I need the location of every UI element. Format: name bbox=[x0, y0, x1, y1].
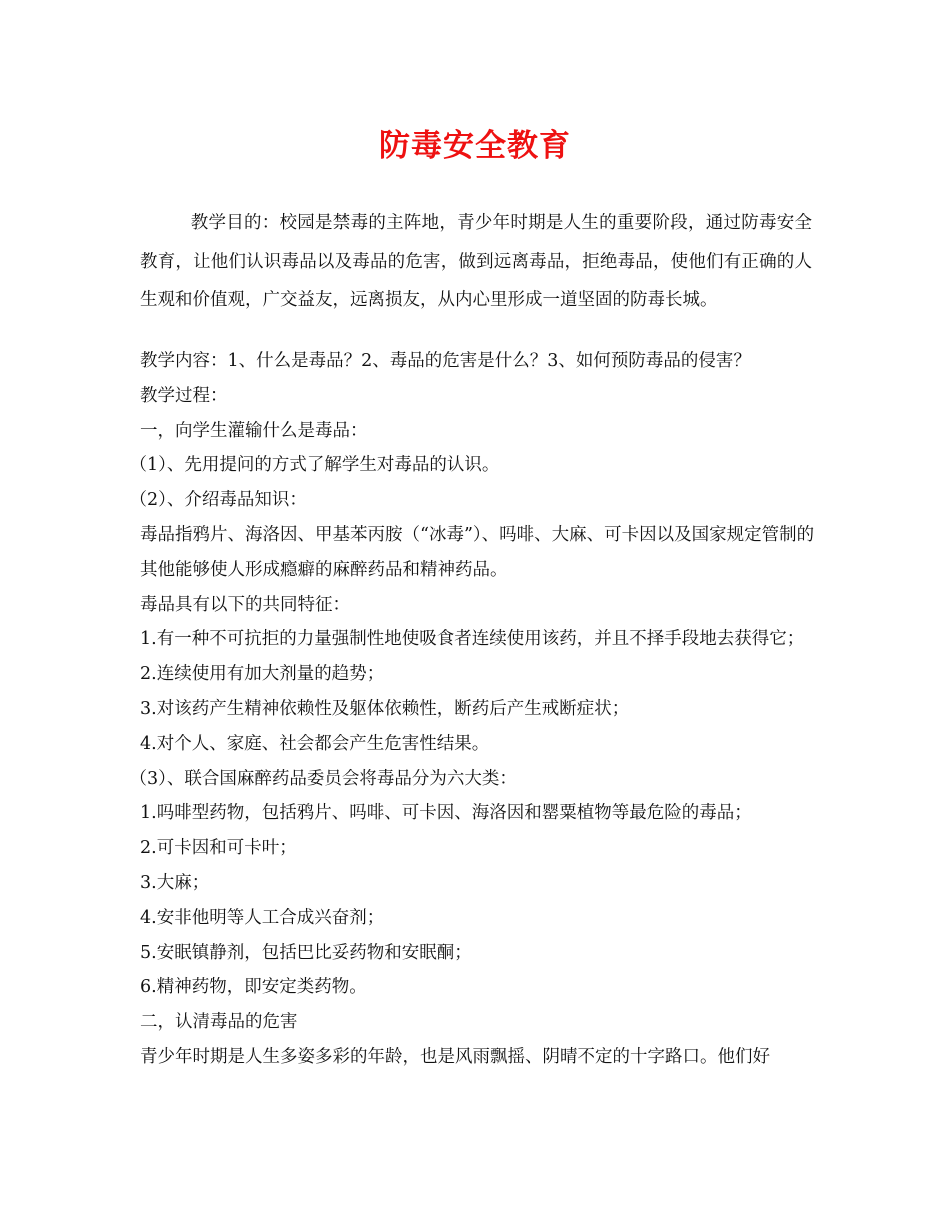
category-item-5: 5.安眠镇静剂，包括巴比妥药物和安眠酮； bbox=[140, 942, 472, 963]
subsection-1: （1）、先用提问的方式了解学生对毒品的认识。 bbox=[129, 455, 500, 476]
document-body bbox=[129, 344, 815, 1075]
drug-definition-paragraph: 毒品指鸦片、海洛因、甲基苯丙胺（“冰毒”）、吗啡、大麻、可卡因以及国家规定管制的其他能够使人形成瘾癖的麻醉药品和精神药品。 bbox=[140, 524, 815, 580]
feature-item-3: 3.对该药产生精神依赖性及躯体依赖性，断药后产生戒断症状； bbox=[140, 698, 630, 719]
teaching-process-heading: 教学过程： bbox=[140, 385, 228, 406]
youth-paragraph: 青少年时期是人生多姿多彩的年龄，也是风雨飘摇、阴晴不定的十字路口。他们好 bbox=[140, 1046, 770, 1067]
category-item-1: 1.吗啡型药物，包括鸦片、吗啡、可卡因、海洛因和罂粟植物等最危险的毒品； bbox=[140, 803, 752, 824]
common-features-heading: 毒品具有以下的共同特征： bbox=[140, 594, 350, 615]
feature-item-4: 4.对个人、家庭、社会都会产生危害性结果。 bbox=[140, 733, 490, 754]
section-one-heading: 一，向学生灌输什么是毒品： bbox=[140, 420, 368, 441]
subsection-3: （3）、联合国麻醉药品委员会将毒品分为六大类： bbox=[129, 768, 517, 789]
subsection-2: （2）、介绍毒品知识： bbox=[129, 490, 307, 511]
feature-item-1: 1.有一种不可抗拒的力量强制性地使吸食者连续使用该药，并且不择手段地去获得它； bbox=[140, 629, 805, 650]
document-title: 防毒安全教育 bbox=[379, 128, 571, 164]
teaching-content-line: 教学内容：1、什么是毒品？2、毒品的危害是什么？3、如何预防毒品的侵害？ bbox=[140, 351, 751, 371]
feature-item-2: 2.连续使用有加大剂量的趋势； bbox=[140, 664, 385, 685]
category-item-6: 6.精神药物，即安定类药物。 bbox=[140, 977, 367, 998]
section-two-heading: 二，认清毒品的危害 bbox=[140, 1012, 298, 1033]
intro-paragraph: 教学目的：校园是禁毒的主阵地，青少年时期是人生的重要阶段，通过防毒安全教育，让他们认识毒品以及毒品的危害，做到远离毒品，拒绝毒品，使他们有正确的人生观和价值观，广交益友，远离损友，从内心里形成一道坚固的防毒长城。 bbox=[140, 213, 812, 310]
category-item-3: 3.大麻； bbox=[140, 872, 210, 893]
category-item-2: 2.可卡因和可卡叶； bbox=[140, 838, 297, 859]
category-item-4: 4.安非他明等人工合成兴奋剂； bbox=[140, 907, 385, 928]
